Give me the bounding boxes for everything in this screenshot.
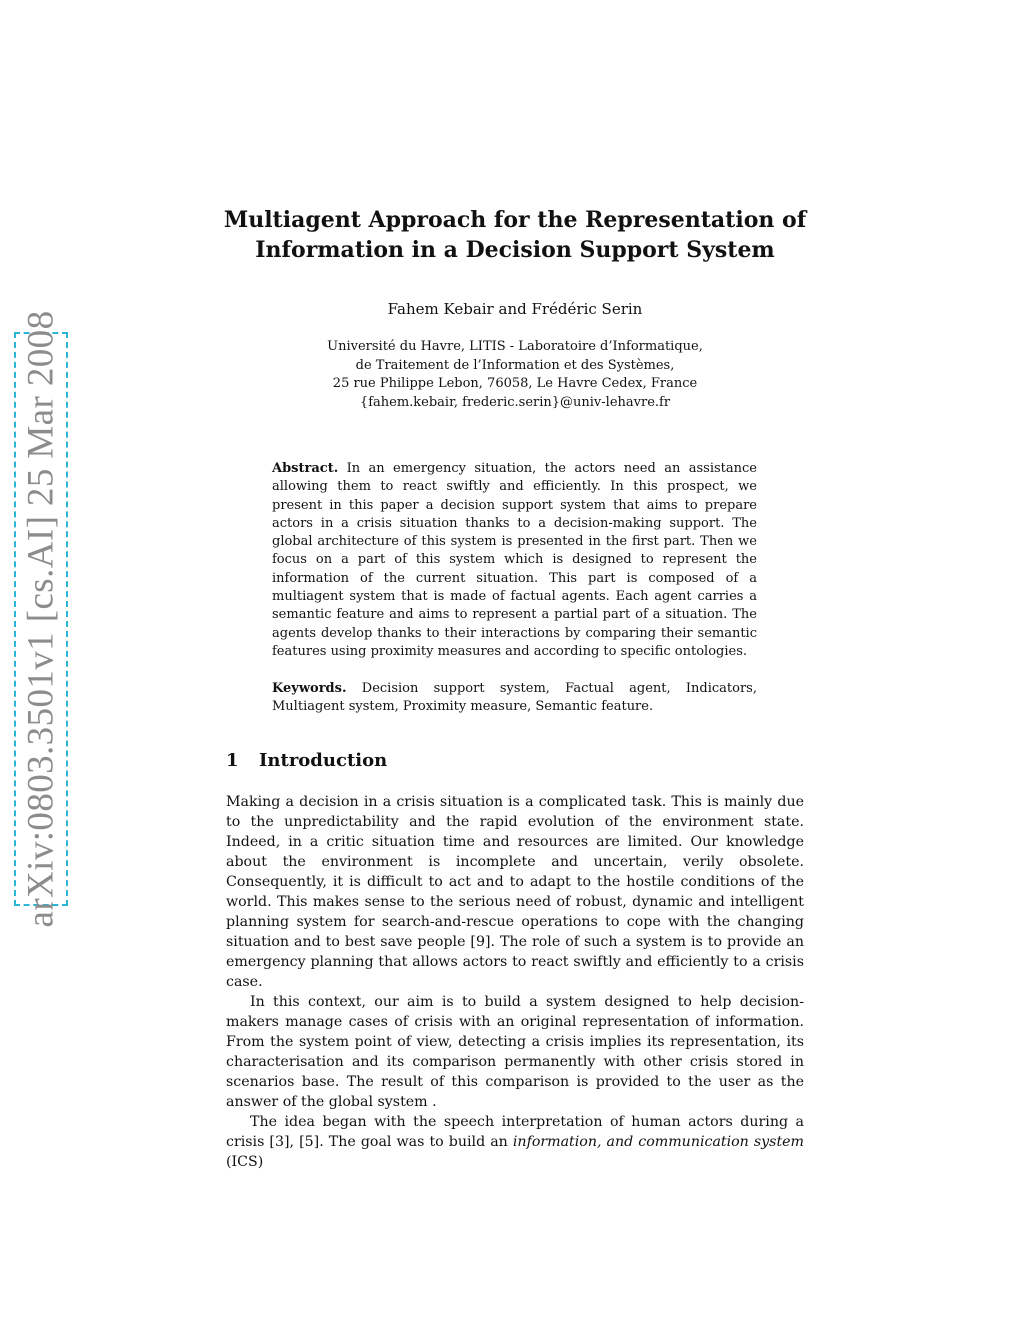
affiliation-line-2: de Traitement de l’Information et des Systèmes, xyxy=(355,357,675,373)
paragraph-3 xyxy=(226,1112,804,1172)
keywords-text: Decision support system, Factual agent, Indicators, Multiagent system, Proximity measure, Semantic feature. xyxy=(272,681,757,715)
paragraph-3-end: (ICS) xyxy=(226,1154,264,1170)
keywords xyxy=(272,680,757,717)
arxiv-stamp xyxy=(14,310,68,928)
paragraph-2: In this context, our aim is to build a system designed to help decision-makers manage cases of crisis with an original representation of information. From the system point of view, detecting a crisis implies its representation, its characterisation and its comparison permanently with other crisis stored in scenarios base. The result of this comparison is provided to the user as the answer of the global system . xyxy=(226,994,804,1110)
authors: Fahem Kebair and Frédéric Serin xyxy=(387,300,643,318)
section-title: Introduction xyxy=(259,750,388,771)
affiliation-line-1: Université du Havre, LITIS - Laboratoire d’Informatique, xyxy=(327,339,703,354)
keywords-label: Keywords. xyxy=(272,681,347,696)
affiliation xyxy=(270,338,760,412)
paragraph-3-start: The idea began with the speech interpretation of human actors during a crisis [3], [5]. The goal was to build an xyxy=(226,1114,804,1150)
body-text xyxy=(226,792,804,1172)
abstract-text: In an emergency situation, the actors need an assistance allowing them to react swiftly and efficiently. In this prospect, we present in this paper a decision support system that aims to prepare actors in a crisis situation thanks to a decision-making support. The global architecture of this system is presented in the first part. Then we focus on a part of this system which is designed to represent the information of the current situation. This part is composed of a multiagent system that is made of factual agents. Each agent carries a semantic feature and aims to represent a partial part of a situation. The agents develop thanks to their interactions by comparing their semantic features using proximity measures and according to specific ontologies. xyxy=(272,461,757,659)
arxiv-identifier: arXiv:0803.3501v1 [cs.AI] 25 Mar 2008 xyxy=(20,310,62,928)
paragraph-3-italic: information, and communication system xyxy=(512,1134,805,1150)
title-line-2: Information in a Decision Support System xyxy=(255,237,775,263)
title-line-1: Multiagent Approach for the Representation of xyxy=(223,207,807,233)
section-heading xyxy=(226,750,387,771)
paper-title xyxy=(220,205,810,265)
abstract xyxy=(272,460,757,661)
affiliation-line-3: 25 rue Philippe Lebon, 76058, Le Havre Cedex, France xyxy=(332,376,698,391)
affiliation-email: {fahem.kebair, frederic.serin}@univ-lehavre.fr xyxy=(359,394,671,410)
section-number: 1 xyxy=(226,750,239,771)
paragraph-1: Making a decision in a crisis situation is a complicated task. This is mainly due to the unpredictability and the rapid evolution of the environment state. Indeed, in a critic situation time and resources are limited. Our knowledge about the environment is incomplete and uncertain, verily obsolete. Consequently, it is difficult to act and to adapt to the hostile conditions of the world. This makes sense to the serious need of robust, dynamic and intelligent planning system for search-and-rescue operations to cope with the changing situation and to best save people [9]. The role of such a system is to provide an emergency planning that allows actors to react swiftly and efficiently to a crisis case. xyxy=(226,794,804,990)
abstract-label: Abstract. xyxy=(272,461,339,476)
